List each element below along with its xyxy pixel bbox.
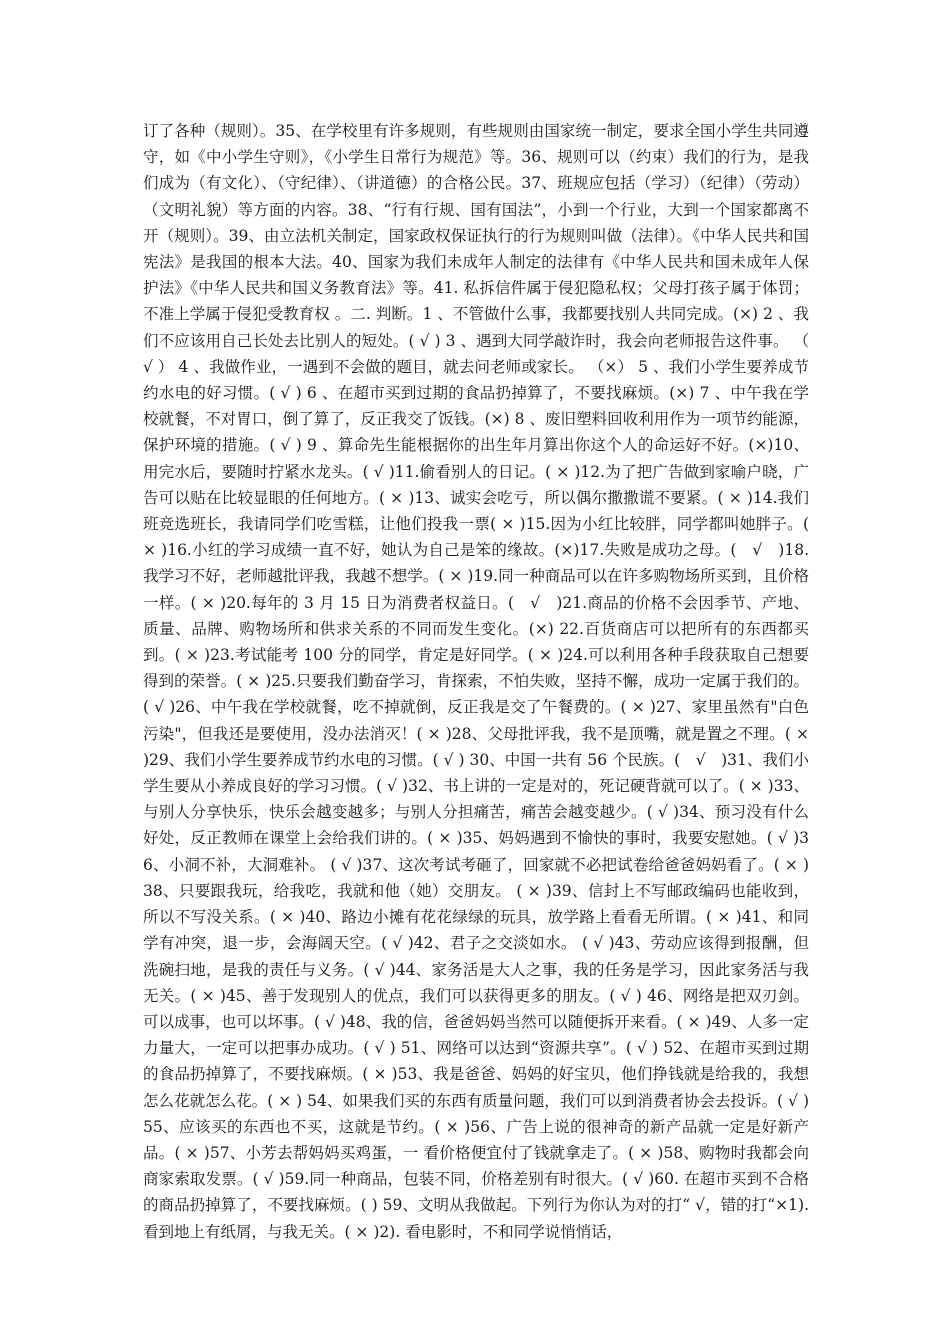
body-paragraph: 订了各种（规则）。35、在学校里有许多规则，有些规则由国家统一制定，要求全国小学生共同遵守，如《中小学生守则》，《小学生日常行为规范》等。36、规则可以（约束）我们的行为，是我们成为（有文化）、（守纪律）、（讲道德）的合格公民。37、班规应包括（学习）（纪律）（劳动）（文明礼貌）等方面的内容。38、“行有行规、国有国法”，小到一个行业，大到一个国家都离不开（规则）。39、由立法机关制定，国家政权保证执行的行为规则叫做（法律）。《中华人民共和国宪法》是我国的根本大法。40、国家为我们未成年人制定的法律有《中华人民共和国未成年人保护法》《中华人民共和国义务教育法》等。41. 私拆信件属于侵犯隐私权；父母打孩子属于体罚；不准上学属于侵犯受教育权 。二. 判断。1 、不管做什么事，我都要找别人共同完成。(×) 2 、我们不应该用自己长处去比别人的短处。( √ ) 3 、遇到大同学敲诈时，我会向老师报告这件事。 （ √ ） 4 、我做作业，一遇到不会做的题目，就去问老师或家长。 （×） 5 、我们小学生要养成节约水电的好习惯。( √ ) 6 、在超市买到过期的食品扔掉算了，不要找麻烦。(×) 7 、中午我在学校就餐，不对胃口，倒了算了，反正我交了饭钱。(×) 8 、废旧塑料回收利用作为一项节约能源，保护环境的措施。( √ ) 9 、算命先生能根据你的出生年月算出你这个人的命运好不好。(×)10、用完水后，要随时拧紧水龙头。( √ )11.偷看别人的日记。( × )12.为了把广告做到家喻户晓，广告可以贴在比较显眼的任何地方。( × )13、诚实会吃亏，所以偶尔撒撒谎不要紧。( × )14.我们班竞选班长，我请同学们吃雪糕，让他们投我一票( × )15.因为小红比较胖，同学都叫她胖子。( × )16.小红的学习成绩一直不好，她认为自己是笨的缘故。(×)17.失败是成功之母。( √ )18.我学习不好，老师越批评我，我越不想学。( × )19.同一种商品可以在许多购物场所买到，且价格一样。( × )20.每年的 3 月 15 日为消费者权益日。( √ )21.商品的价格不会因季节、产地、质量、品牌、购物场所和供求关系的不同而发生变化。(×) 22.百货商店可以把所有的东西都买到。( × )23.考试能考 100 分的同学，肯定是好同学。( × )24.可以利用各种手段获取自己想要得到的荣誉。( × )25.只要我们勤奋学习，肯探索，不怕失败，坚持不懈，成功一定属于我们的。( √ )26、中午我在学校就餐，吃不掉就倒，反正我是交了午餐费的。( × )27、家里虽然有"白色污染"，但我还是要使用，没办法消灭！( × )28、父母批评我，我不是顶嘴，就是置之不理。( × )29、我们小学生要养成节约水电的习惯。( √ ) 30、中国一共有 56 个民族。( √ )31、我们小学生要从小养成良好的学习习惯。( √ )32、书上讲的一定是对的，死记硬背就可以了。( × )33、与别人分享快乐，快乐会越变越多；与别人分担痛苦，痛苦会越变越少。( √ )34、预习没有什么好处，反正教师在课堂上会给我们讲的。( × )35、妈妈遇到不愉快的事时，我要安慰她。( √ )36、小洞不补，大洞难补。 ( √ )37、这次考试考砸了，回家就不必把试卷给爸爸妈妈看了。( × )38、只要跟我玩，给我吃，我就和他（她）交朋友。 ( × )39、信封上不写邮政编码也能收到，所以不写没关系。( × )40、路边小摊有花花绿绿的玩具，放学路上看看无所谓。( × )41、和同学有冲突，退一步，会海阔天空。( √ )42、君子之交淡如水。 ( √ )43、劳动应该得到报酬，但洗碗扫地，是我的责任与义务。( √ )44、家务活是大人之事，我的任务是学习，因此家务活与我无关。( × )45、善于发现别人的优点，我们可以获得更多的朋友。( √ ) 46、网络是把双刃剑。可以成事，也可以坏事。( √ )48、我的信，爸爸妈妈当然可以随便拆开来看。( × )49、人多一定力量大，一定可以把事办成功。( √ ) 51、网络可以达到“资源共享”。( √ ) 52、在超市买到过期的食品扔掉算了，不要找麻烦。( × )53、我是爸爸、妈妈的好宝贝，他们挣钱就是给我的，我想怎么花就怎么花。( × ) 54、如果我们买的东西有质量问题，我们可以到消费者协会去投诉。( √ )55、应该买的东西也不买，这就是节约。( × )56、广告上说的很神奇的新产品就一定是好新产品。( × )57、小芳去帮妈妈买鸡蛋，一 看价格便宜付了钱就拿走了。( × )58、购物时我都会向商家索取发票。( √ )59.同一种商品，包装不同，价格差别有时很大。( √ )60. 在超市买到不合格的商品扔掉算了，不要找麻烦。( ) 59、文明从我做起。下列行为你认为对的打“ √，错的打“×1). 看到地上有纸屑，与我无关。( × )2). 看电影时，不和同学说悄悄话，	[143, 122, 809, 1241]
document-body	[143, 118, 809, 1245]
